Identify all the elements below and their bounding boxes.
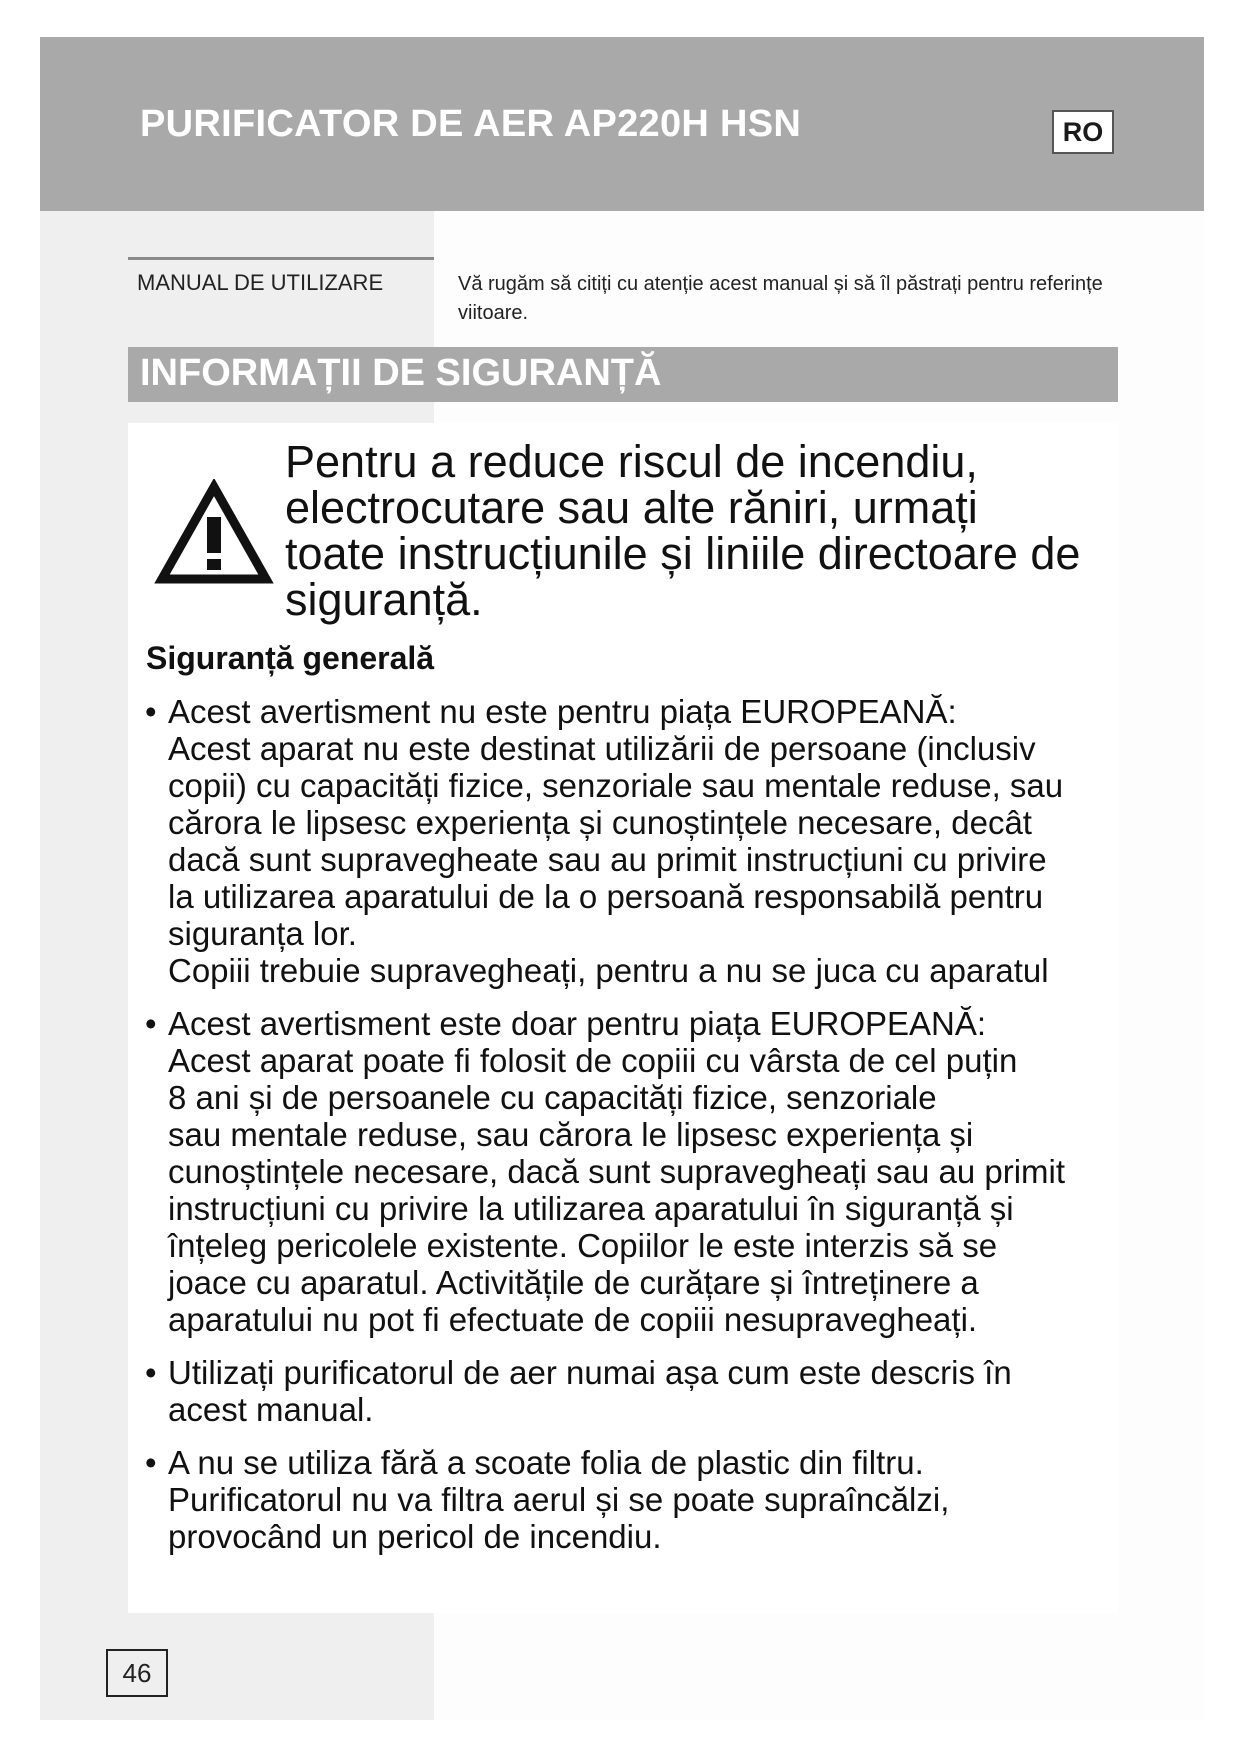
- safety-item-line: înțeleg pericolele existente. Copiilor le este interzis să se: [168, 1227, 998, 1264]
- warning-statement: [285, 436, 1105, 625]
- language-badge: RO: [1052, 110, 1114, 154]
- manual-label: MANUAL DE UTILIZARE: [137, 270, 384, 295]
- warning-triangle-icon: [154, 479, 274, 587]
- page-number: 46: [106, 1649, 168, 1697]
- general-safety-heading: Siguranță generală: [146, 640, 435, 676]
- safety-item-line: instrucțiuni cu privire la utilizarea aparatului în siguranță și: [168, 1190, 1014, 1227]
- warning-line: electrocutare sau alte răniri, urmați: [285, 482, 978, 533]
- safety-item-line: • Utilizați purificatorul de aer numai așa cum este descris în: [168, 1354, 1012, 1391]
- document-title: PURIFICATOR DE AER AP220H HSN: [140, 103, 802, 145]
- safety-item: [145, 693, 1120, 989]
- safety-item: [145, 1444, 1120, 1555]
- safety-item-line: la utilizarea aparatului de la o persoană responsabilă pentru: [168, 878, 1044, 915]
- safety-item-line: dacă sunt supravegheate sau au primit instrucțiuni cu privire: [168, 841, 1047, 878]
- safety-bullet-list: [145, 693, 1120, 1571]
- warning-line: siguranță.: [285, 574, 483, 625]
- safety-item-line: sau mentale reduse, sau cărora le lipsesc experiența și: [168, 1116, 974, 1153]
- safety-item-line: siguranța lor.: [168, 915, 357, 952]
- safety-item: [145, 1005, 1120, 1338]
- safety-item-line: Copiii trebuie supravegheați, pentru a nu se juca cu aparatul: [168, 952, 1049, 989]
- section-title: INFORMAȚII DE SIGURANȚĂ: [140, 352, 662, 394]
- safety-item-line: Acest aparat poate fi folosit de copiii cu vârsta de cel puțin: [168, 1042, 1018, 1079]
- safety-item-line: Purificatorul nu va filtra aerul și se poate supraîncălzi,: [168, 1481, 950, 1518]
- safety-item-line: • Acest avertisment este doar pentru piața EUROPEANĂ:: [168, 1005, 987, 1042]
- safety-item-line: 8 ani și de persoanele cu capacități fizice, senzoriale: [168, 1079, 937, 1116]
- warning-line: toate instrucțiunile și liniile directoare de: [285, 528, 1081, 579]
- safety-item-line: aparatului nu pot fi efectuate de copiii nesupravegheați.: [168, 1301, 978, 1338]
- safety-item-line: cărora le lipsesc experiența și cunoștințele necesare, decât: [168, 804, 1032, 841]
- safety-item-line: acest manual.: [168, 1391, 374, 1428]
- safety-item-line: provocând un pericol de incendiu.: [168, 1518, 662, 1555]
- safety-item-line: copii) cu capacități fizice, senzoriale sau mentale reduse, sau: [168, 767, 1064, 804]
- manual-divider: [128, 257, 434, 260]
- manual-note: Vă rugăm să citiți cu atenție acest manual și să îl păstrați pentru referințe viitoare.: [458, 273, 1103, 324]
- safety-item-line: joace cu aparatul. Activitățile de curățare și întreținere a: [168, 1264, 979, 1301]
- warning-line: Pentru a reduce riscul de incendiu,: [285, 436, 978, 487]
- safety-item-line: Acest aparat nu este destinat utilizării de persoane (inclusiv: [168, 730, 1036, 767]
- safety-item: [145, 1354, 1120, 1428]
- safety-item-line: • Acest avertisment nu este pentru piața EUROPEANĂ:: [168, 693, 957, 730]
- safety-item-line: • A nu se utiliza fără a scoate folia de plastic din filtru.: [168, 1444, 924, 1481]
- safety-item-line: cunoștințele necesare, dacă sunt supravegheați sau au primit: [168, 1153, 1066, 1190]
